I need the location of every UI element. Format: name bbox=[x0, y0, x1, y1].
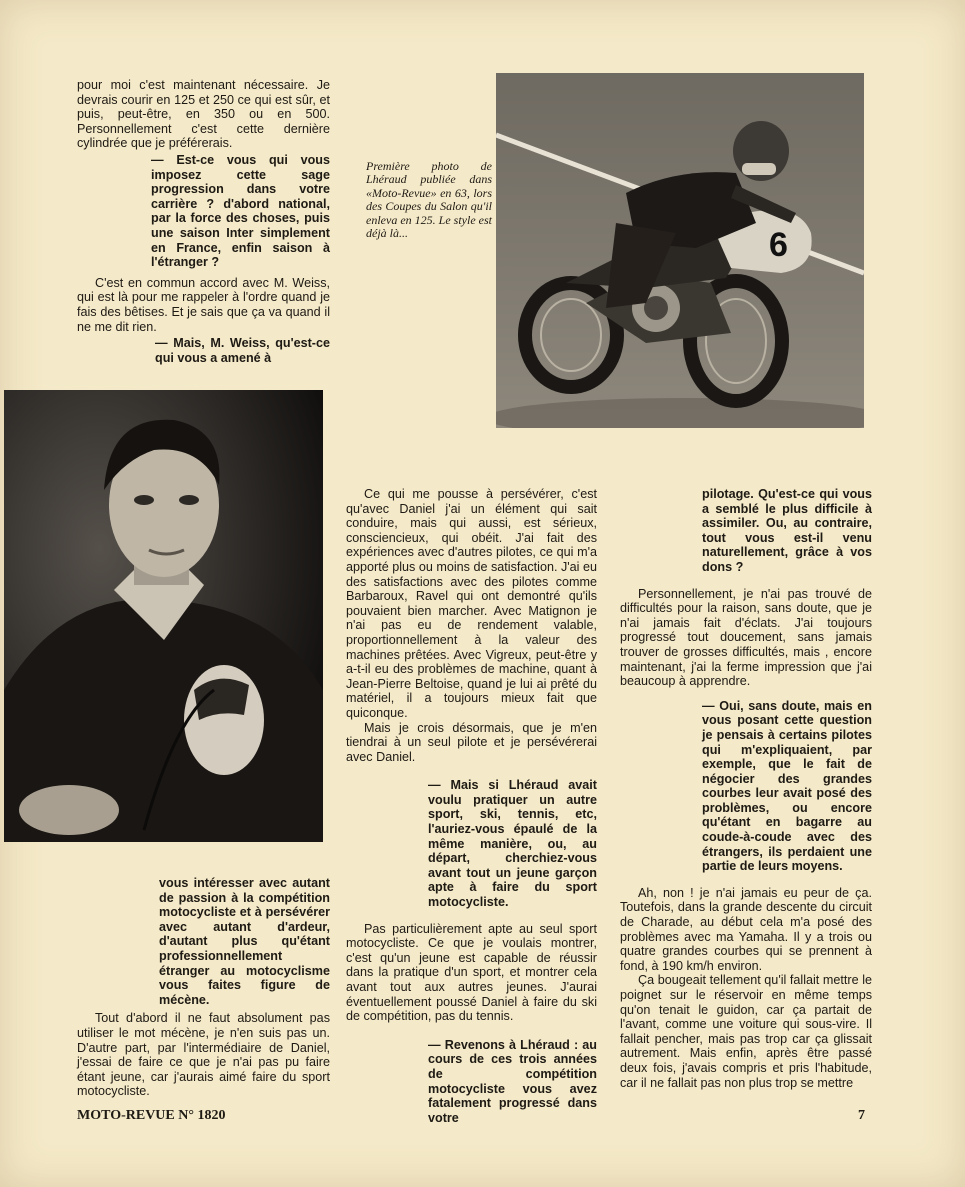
article-column-1-top bbox=[77, 78, 330, 365]
answer-paragraph: Ça bougeait tellement qu'il fallait mettre le poignet sur le réservoir en même temps qu'on tenait le guidon, car ça partait de l'avant, comme une voiture qui sous-vire. Il fallait pencher, mais pas trop car ça glissait autrement. Mais enfin, après être passé deux fois, j'avais compris et pris l'habitude, car il ne fallait pas non plus trop se mettre bbox=[620, 973, 872, 1090]
answer-paragraph: Personnellement, je n'ai pas trouvé de difficultés pour la raison, sans doute, que je n'ai jamais fait d'éclats. J'ai toujours progressé tout doucement, sans jamais trouver de grosses difficultés, mais , encore maintenant, j'ai la ferme impression que j'ai beaucoup à apprendre. bbox=[620, 586, 872, 689]
interview-question: pilotage. Qu'est-ce qui vous a semblé le plus difficile à assimiler. Ou, au contraire, tout vous est-il venu naturellement, grâce à vos dons ? bbox=[702, 487, 872, 574]
motorcycle-racing-photo bbox=[496, 73, 864, 428]
answer-paragraph: Mais je crois désormais, que je m'en tiendrai à un seul pilote et je persévérerai avec Daniel. bbox=[346, 720, 597, 764]
interview-question: — Oui, sans doute, mais en vous posant cette question je pensais à certains pilotes qui m'expliquaient, par exemple, que le fait de négocier des grandes courbes leur avait posé des problèmes, ou encore qu'étant en bagarre au coude-à-coude avec des étrangers, ils perdaient une partie de leurs moyens. bbox=[702, 698, 872, 874]
article-column-1-bottom bbox=[77, 876, 330, 1099]
answer-paragraph: Pas particulièrement apte au seul sport motocycliste. Ce que je voulais montrer, c'est qu'un jeune est capable de réussir dans la pratique d'un sport, et montrer cela avant tout aux autres jeunes. J'aurai éventuellement poussé Daniel à faire du ski de compétition, pas du tennis. bbox=[346, 921, 597, 1024]
magazine-name: MOTO-REVUE bbox=[77, 1108, 175, 1123]
interview-question: — Mais si Lhéraud avait voulu pratiquer un autre sport, ski, tennis, etc, l'auriez-vous épaulé de la même manière, ou, au départ, cherchiez-vous avant tout un jeune garçon apte à faire du sport motocycliste. bbox=[428, 778, 597, 910]
article-column-3 bbox=[620, 487, 872, 1090]
answer-paragraph: C'est en commun accord avec M. Weiss, qui est là pour me rappeler à l'ordre quand je fais des bêtises. Et je sais que ça va quand il ne me dit rien. bbox=[77, 275, 330, 334]
answer-paragraph: Ah, non ! je n'ai jamais eu peur de ça. Toutefois, dans la grande descente du circuit de Charade, au début cela m'a posé des problèmes avec ma Yamaha. Il y a trois ou quatre grandes courbes qui se prennent à fond, à 190 km/h environ. bbox=[620, 885, 872, 973]
article-column-2 bbox=[346, 487, 597, 1125]
interview-question: — Est-ce vous qui vous imposez cette sage progression dans votre carrière ? d'abord national, par la force des choses, puis une saison Inter simplement en France, enfin saison à l'étranger ? bbox=[151, 152, 330, 270]
interview-question: — Mais, M. Weiss, qu'est-ce qui vous a amené à bbox=[155, 336, 330, 365]
issue-number: N° 1820 bbox=[178, 1108, 226, 1123]
race-number: 6 bbox=[769, 226, 788, 264]
answer-paragraph: Tout d'abord il ne faut absolument pas utiliser le mot mécène, je n'en suis pas un. D'autre part, par l'intermédiaire de Daniel, j'essai de faire ce que je n'ai pas pu faire étant jeune, car j'aurais aimé faire du sport motocycliste. bbox=[77, 1011, 330, 1099]
portrait-photo bbox=[4, 390, 323, 842]
interview-question: vous intéresser avec autant de passion à la compétition motocycliste et à persévérer avec autant d'ardeur, d'autant plus qu'étant professionnellement étranger au motocyclisme vous faites figure de mécène. bbox=[159, 876, 330, 1007]
footer-magazine bbox=[77, 1108, 225, 1124]
photo-caption: Première photo de Lhéraud publiée dans «Moto-Revue» en 63, lors des Coupes du Salon qu'il enleva en 125. Le style est déjà là... bbox=[366, 159, 492, 241]
page-number: 7 bbox=[858, 1108, 865, 1123]
interview-question: — Revenons à Lhéraud : au cours de ces trois années de compétition motocycliste vous avez fatalement progressé dans votre bbox=[428, 1037, 597, 1125]
answer-paragraph: Ce qui me pousse à persévérer, c'est qu'avec Daniel j'ai un élément qui sait conduire, mais qui aussi, est sérieux, consciencieux, qui obéit. J'ai fait des expériences avec d'autres pilotes, ce qui m'a apporté plus ou moins de satisfaction. J'ai eu des satisfactions avec des pilotes comme Barbaroux, Ravel qui ont demontré qu'ils pouvaient bien marcher. Avec Matignon je n'ai pas eu de rendement valable, proportionnellement à la valeur des machines prêtées. Avec Vigreux, peut-être y a-t-il eu des problèmes de machine, quant à Jean-Pierre Beltoise, quand je lui ai prêté du matériel, il a toujours mieux fait que quiconque. bbox=[346, 487, 597, 720]
answer-paragraph: pour moi c'est maintenant nécessaire. Je devrais courir en 125 et 250 ce qui est sûr, et puis, peut-être, en 350 ou en 500. Personnellement c'est cette dernière cylindrée que je préférerais. bbox=[77, 78, 330, 151]
